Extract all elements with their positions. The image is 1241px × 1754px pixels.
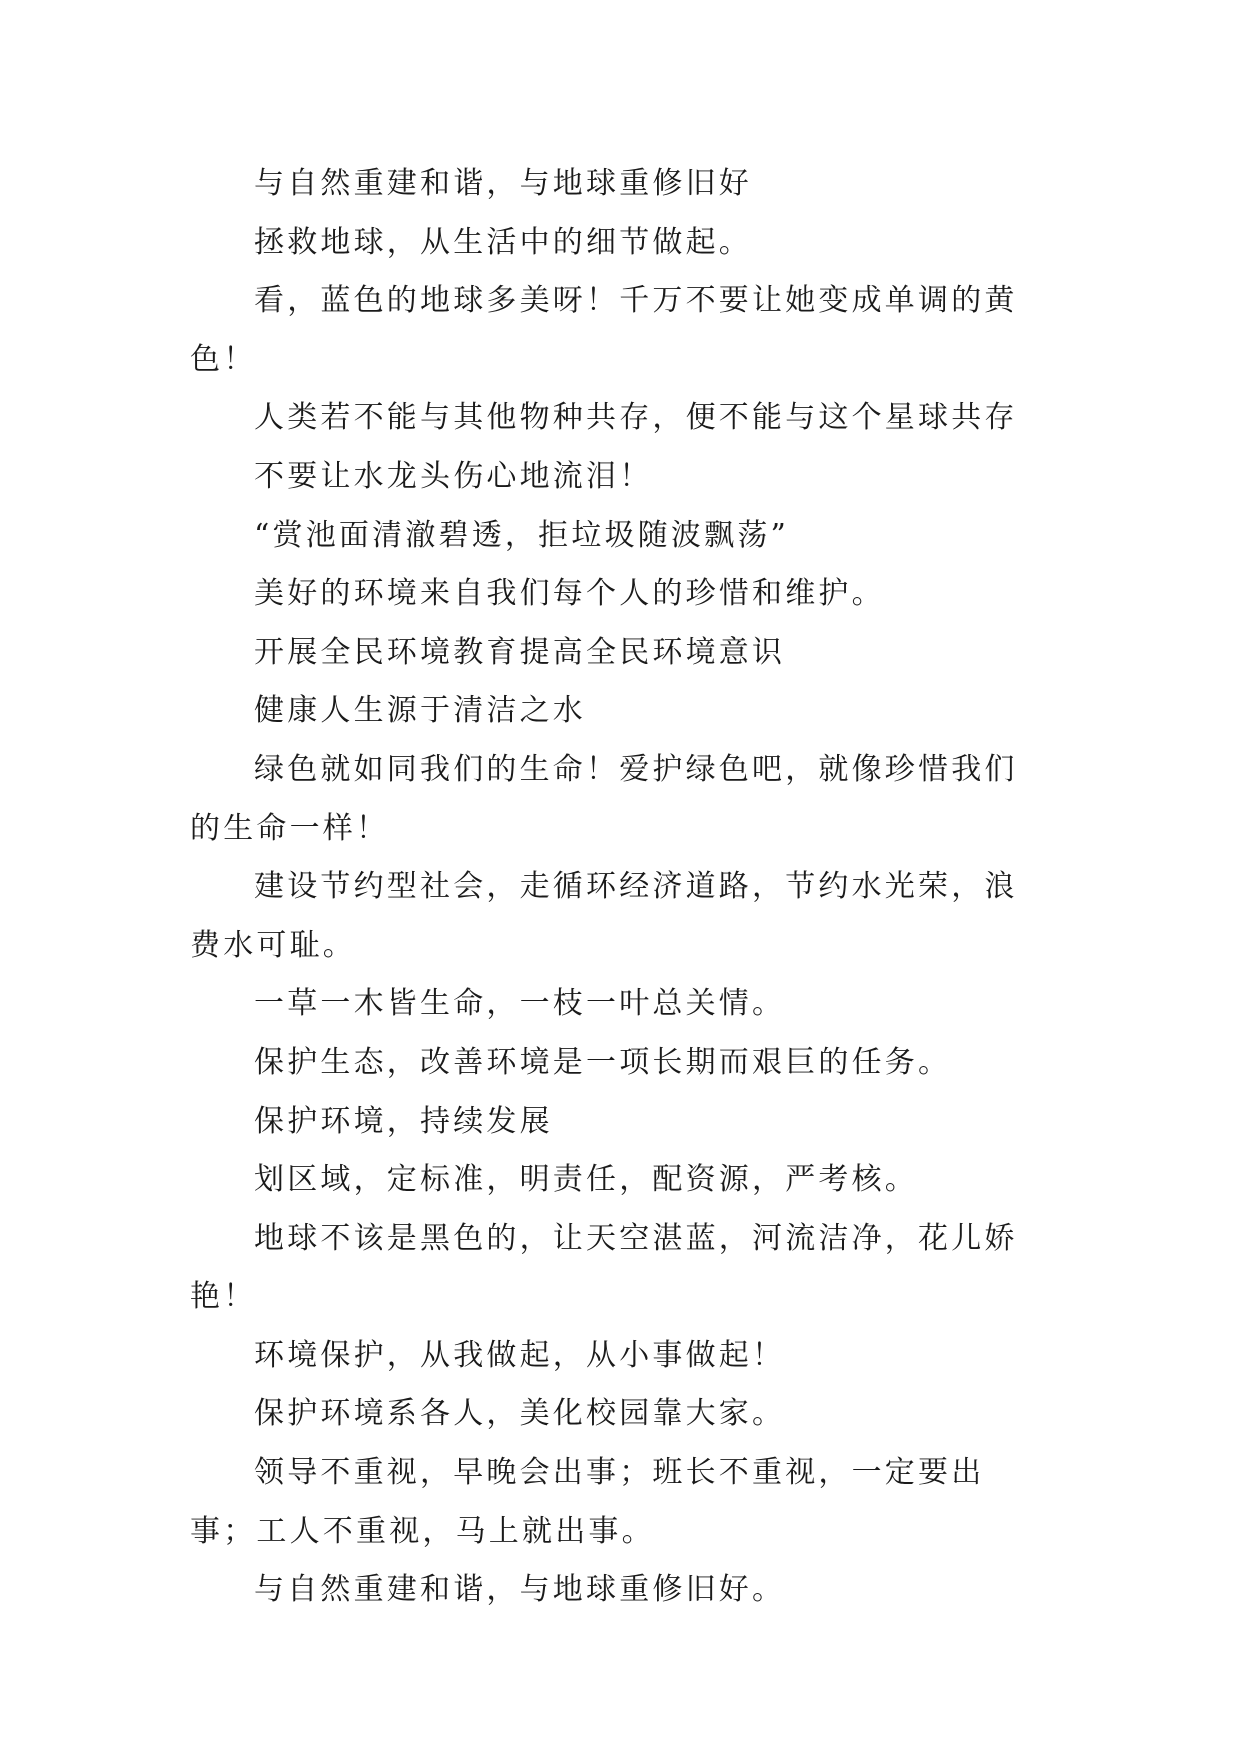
paragraph: 与自然重建和谐，与地球重修旧好 — [254, 166, 752, 201]
paragraph: 拯救地球，从生活中的细节做起。 — [254, 224, 752, 260]
paragraph: 健康人生源于清洁之水 — [254, 693, 586, 729]
paragraph: 领导不重视，早晚会出事；班长不重视，一定要出事；工人不重视，马上就出事。 — [190, 1455, 985, 1549]
paragraph: 划区域，定标准，明责任，配资源，严考核。 — [254, 1162, 918, 1198]
paragraph: 保护生态，改善环境是一项长期而艰巨的任务。 — [254, 1044, 952, 1080]
paragraph: 人类若不能与其他物种共存，便不能与这个星球共存 — [254, 400, 1018, 436]
paragraph: 环境保护，从我做起，从小事做起！ — [254, 1337, 786, 1373]
paragraph: 建设节约型社会，走循环经济道路，节约水光荣，浪费水可耻。 — [190, 869, 1018, 963]
paragraph: 美好的环境来自我们每个人的珍惜和维护。 — [254, 576, 885, 612]
paragraph: 不要让水龙头伤心地流泪！ — [254, 458, 653, 494]
paragraph: “赏池面清澈碧透，拒垃圾随波飘荡” — [254, 517, 790, 553]
paragraph: 一草一木皆生命，一枝一叶总关情。 — [254, 986, 786, 1022]
paragraph: 看，蓝色的地球多美呀！千万不要让她变成单调的黄色！ — [190, 283, 1018, 377]
paragraph: 绿色就如同我们的生命！爱护绿色吧，就像珍惜我们的生命一样！ — [190, 751, 1018, 846]
paragraph: 开展全民环境教育提高全民环境意识 — [254, 634, 786, 670]
paragraph: 与自然重建和谐，与地球重修旧好。 — [254, 1572, 786, 1608]
paragraph: 保护环境系各人，美化校园靠大家。 — [254, 1396, 786, 1432]
paragraph: 保护环境，持续发展 — [254, 1103, 553, 1139]
paragraph: 地球不该是黑色的，让天空湛蓝，河流洁净，花儿娇艳！ — [190, 1220, 1018, 1315]
document-body — [190, 155, 1050, 1620]
